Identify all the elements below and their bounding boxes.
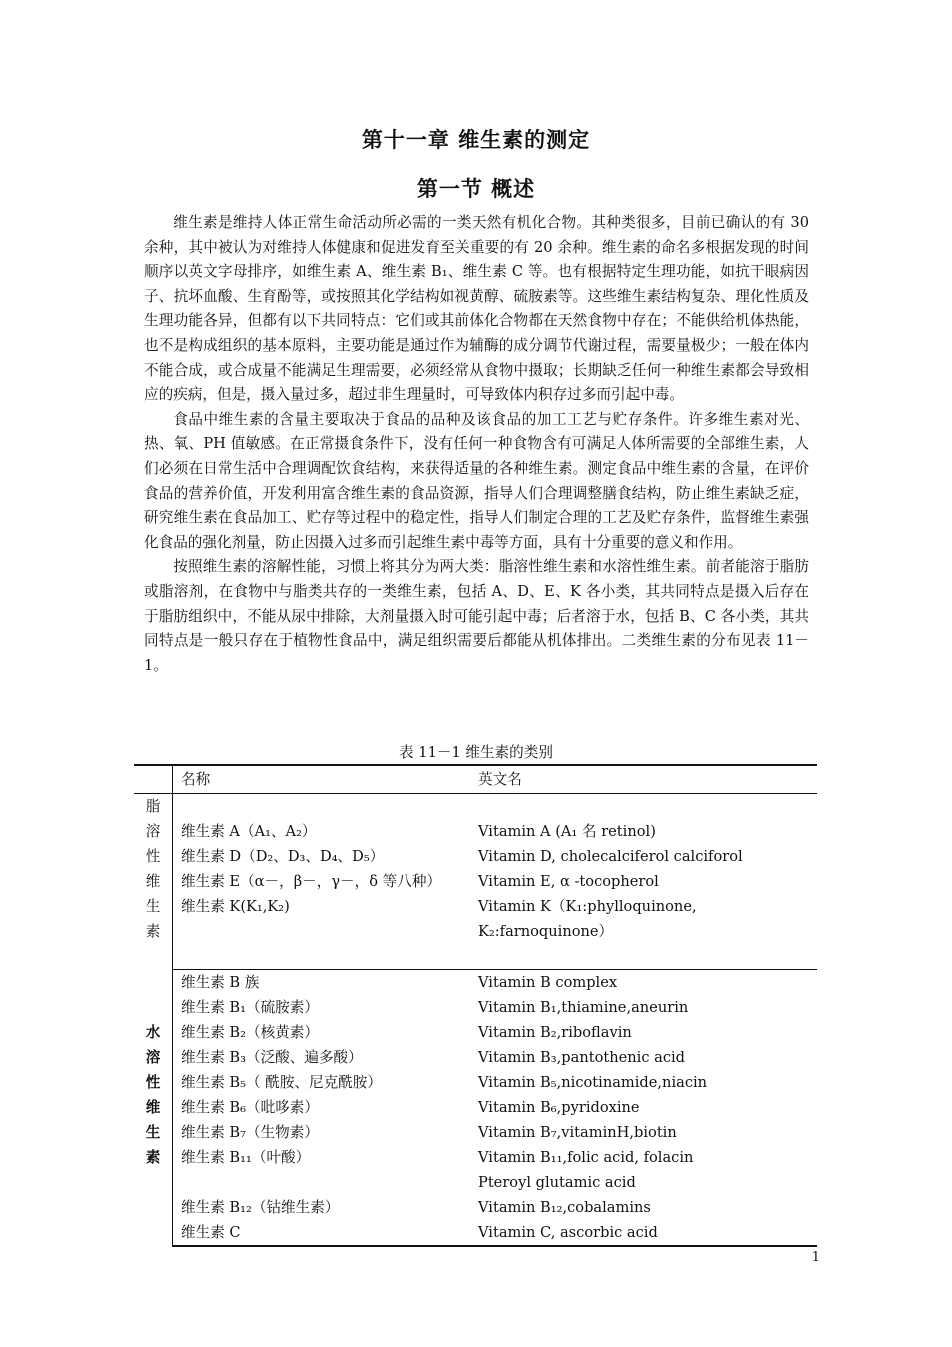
- category-char: 维: [145, 1098, 161, 1116]
- table-row: [134, 1170, 817, 1195]
- table-row: [134, 1020, 817, 1045]
- table-header-row: [134, 765, 817, 794]
- section-title: 第一节 概述: [416, 177, 536, 201]
- vitamin-name: 维生素 B₃（泛酸、遍多酸）: [181, 1049, 363, 1066]
- vitamin-english-name: Vitamin C, ascorbic acid: [471, 1220, 817, 1246]
- vitamin-name: 维生素 B₁（硫胺素）: [181, 999, 319, 1016]
- vitamin-english-name: Vitamin B₅,nicotinamide,niacin: [478, 1074, 708, 1091]
- vitamin-name: 维生素 B 族: [181, 974, 260, 991]
- table-row: [134, 1045, 817, 1070]
- table-row: [134, 1145, 817, 1170]
- table-row: [134, 1195, 817, 1220]
- vitamin-english-name: Vitamin B₂,riboflavin: [478, 1024, 632, 1041]
- vitamin-english-name: Pteroyl glutamic acid: [478, 1174, 636, 1191]
- vitamin-english-name: Vitamin B₇,vitaminH,biotin: [478, 1124, 677, 1141]
- vitamin-english-name: Vitamin B₁₁,folic acid, folacin: [478, 1149, 694, 1166]
- header-category-cell: [134, 765, 173, 794]
- category-char: 生: [145, 1123, 161, 1141]
- category-char: 溶: [145, 823, 161, 840]
- category-char: 性: [145, 1073, 161, 1091]
- header-name: 名称: [173, 765, 472, 794]
- chapter-title: 第十一章 维生素的测定: [361, 128, 591, 152]
- vitamin-english-name: Vitamin E, α -tocopherol: [478, 873, 659, 890]
- table-row: [134, 1220, 817, 1246]
- vitamin-english-name: Vitamin B₆,pyridoxine: [478, 1099, 640, 1116]
- vitamin-english-name: Vitamin A (A₁ 名 retinol): [478, 823, 656, 840]
- vitamin-english-name: Vitamin K（K₁:phylloquinone, K₂:farnoquinone）: [478, 898, 697, 940]
- category-char: 生: [145, 898, 161, 915]
- vitamin-english-name: Vitamin D, cholecalciferol calciforol: [478, 848, 743, 865]
- table-caption: 表 11－1 维生素的类别: [399, 744, 553, 761]
- category-char: 维: [145, 873, 161, 890]
- vitamin-name: [173, 794, 472, 820]
- vitamin-name: 维生素 E（α－，β－，γ－，δ 等八种）: [181, 873, 442, 890]
- vitamin-english-name: Vitamin B₃,pantothenic acid: [478, 1049, 686, 1066]
- vitamin-name: [173, 1170, 472, 1195]
- page-number: 1: [811, 1250, 820, 1265]
- table-row: [134, 970, 817, 996]
- category-char: 素: [145, 1148, 161, 1166]
- table-row: [134, 1120, 817, 1145]
- table-row: [134, 819, 817, 844]
- category-char: 素: [145, 923, 161, 940]
- vitamin-english-name: Vitamin B₁₂,cobalamins: [478, 1199, 651, 1216]
- category-char: 溶: [145, 1048, 161, 1066]
- table-row: [134, 1095, 817, 1120]
- fat-soluble-category: [134, 794, 173, 970]
- vitamin-name: 维生素 B₅（ 酰胺、尼克酰胺）: [181, 1074, 382, 1091]
- paragraph: 按照维生素的溶解性能，习惯上将其分为两大类：脂溶性维生素和水溶性维生素。前者能溶于脂肪或脂溶剂，在食物中与脂类共存的一类维生素，包括 A、D、E、K 各小类，其共同特点是摄入后存在于脂肪组织中，不能从尿中排除，大剂量摄入时可能引起中毒；后者溶于水，包括 B、C 各小类，其共同特点是一般只存在于植物性食品中，满足组织需要后都能从机体排出。二类维生素的分布见表 11－1。: [144, 558, 809, 674]
- table-row: [134, 995, 817, 1020]
- vitamin-english-name: Vitamin B₁,thiamine,aneurin: [478, 999, 689, 1016]
- table-row: [134, 944, 817, 970]
- paragraph: 食品中维生素的含量主要取决于食品的品种及该食品的加工工艺与贮存条件。许多维生素对光、热、氧、PH 值敏感。在正常摄食条件下，没有任何一种食物含有可满足人体所需要的全部维生素，人们必须在日常生活中合理调配饮食结构，来获得适量的各种维生素。测定食品中维生素的含量，在评价食品的营养价值，开发利用富含维生素的食品资源，指导人们合理调整膳食结构，防止维生素缺乏症，研究维生素在食品加工、贮存等过程中的稳定性，指导人们制定合理的工艺及贮存条件，监督维生素强化食品的强化剂量，防止因摄入过多而引起维生素中毒等方面，具有十分重要的意义和作用。: [144, 410, 809, 551]
- table-row: [134, 844, 817, 869]
- vitamin-table: [134, 764, 817, 1247]
- header-english: 英文名: [471, 765, 817, 794]
- vitamin-name: 维生素 B₂（核黄素）: [181, 1024, 319, 1041]
- water-soluble-group: [134, 970, 817, 1247]
- category-char: 水: [145, 1023, 161, 1041]
- body-text: [144, 211, 809, 678]
- vitamin-english-name: [471, 944, 817, 970]
- paragraph: 维生素是维持人体正常生命活动所必需的一类天然有机化合物。其种类很多，目前已确认的有 30 余种，其中被认为对维持人体健康和促进发育至关重要的有 20 余种。维生素的命名多根据发现的时间顺序以英文字母排序，如维生素 A、维生素 B₁、维生素 C 等。也有根据特定生理功能，如抗干眼病因子、抗坏血酸、生育酚等，或按照其化学结构如视黄醇、硫胺素等。这些维生素结构复杂、理化性质及生理功能各异，但都有以下共同特点：它们或其前体化合物都在天然食物中存在；不能供给机体热能，也不是构成组织的基本原料，主要功能是通过作为辅酶的成分调节代谢过程，需要量极少；一般在体内不能合成，或合成量不能满足生理需要，必须经常从食物中摄取；长期缺乏任何一种维生素都会导致相应的疾病，但是，摄入量过多，超过非生理量时，可导致体内积存过多而引起中毒。: [144, 214, 809, 404]
- vitamin-name: 维生素 K(K₁,K₂): [181, 898, 290, 915]
- category-char: 脂: [145, 798, 161, 815]
- table-row: [134, 869, 817, 894]
- water-soluble-category: [134, 970, 173, 1247]
- category-char: 性: [145, 848, 161, 865]
- fat-soluble-group: [134, 794, 817, 970]
- vitamin-name: 维生素 B₇（生物素）: [181, 1124, 319, 1141]
- vitamin-name: 维生素 B₁₂（钴维生素）: [181, 1199, 340, 1216]
- table-row: [134, 794, 817, 820]
- vitamin-name: 维生素 A（A₁、A₂）: [181, 823, 317, 840]
- table-row: [134, 1070, 817, 1095]
- vitamin-name: 维生素 B₁₁（叶酸）: [181, 1149, 311, 1166]
- vitamin-name: 维生素 B₆（吡哆素）: [181, 1099, 319, 1116]
- vitamin-name: 维生素 D（D₂、D₃、D₄、D₅）: [181, 848, 385, 865]
- table-row: [134, 894, 817, 944]
- vitamin-english-name: Vitamin B complex: [478, 974, 618, 991]
- vitamin-english-name: [471, 794, 817, 820]
- vitamin-name: [173, 944, 472, 970]
- vitamin-name: 维生素 C: [173, 1220, 472, 1246]
